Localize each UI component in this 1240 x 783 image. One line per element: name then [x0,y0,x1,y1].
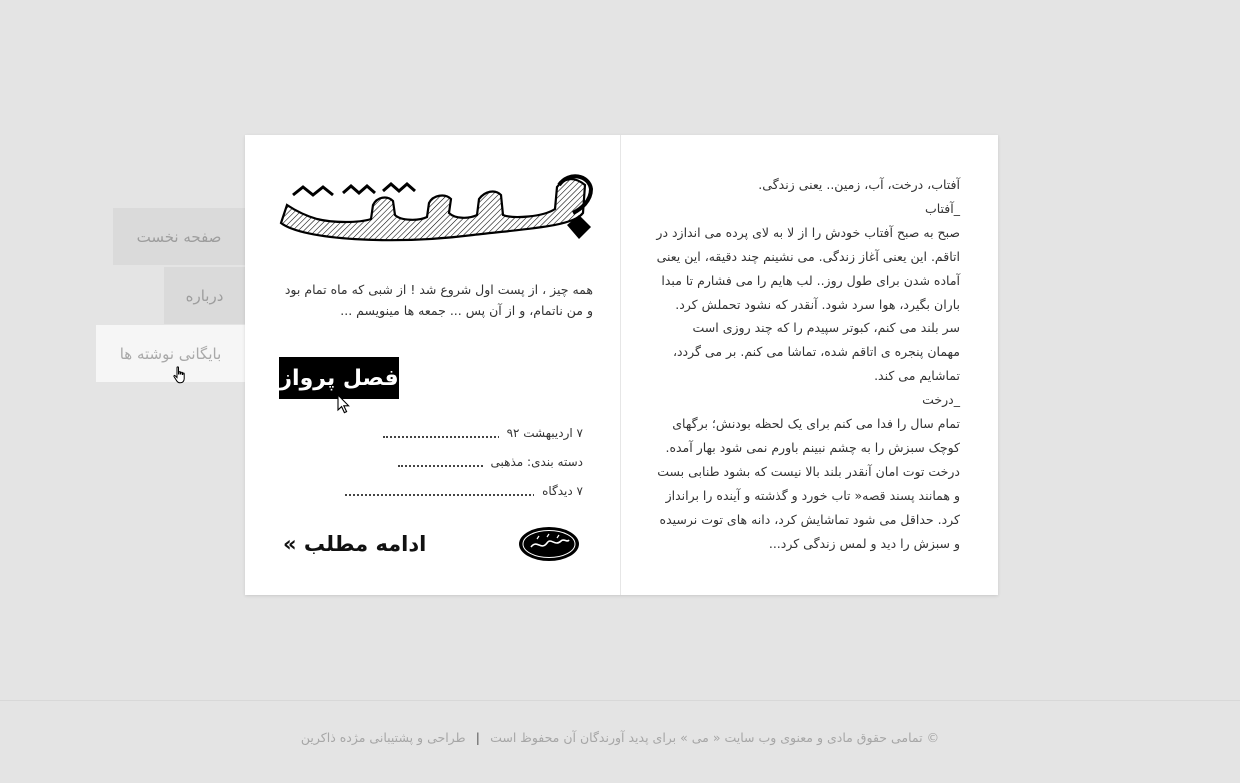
excerpt-paragraph: تمام سال را فدا می کنم برای یک لحظه بودنش؛ برگهای کوچک سبزش را به چشم نبینم باورم نمی شود بهار آمده. درخت توت امان آنقدر بلند بالا نیست که بشود طنابی بست و همانند پسند قصه« تاب خورد و گذشته و آینده را برانداز کرد. حداقل می شود تماشایش کرد، دانه های توت نرسیده و سبزش را دید و لمس زندگی کرد... [657,416,960,551]
credit-text[interactable]: طراحی و پشتیبانی مژده ذاکرین [300,730,466,745]
post-date: ۷ اردیبهشت ۹۲ [499,426,583,440]
footer-separator: | [475,730,481,745]
post-card [245,135,998,595]
blog-logo-text: جمعه‌نویسی [433,253,439,254]
nav-item-about[interactable]: درباره [164,267,245,324]
post-comments[interactable]: ۷ دیدگاه [534,484,583,498]
excerpt-paragraph: سر بلند می کنم، کبوتر سپیدم را که چند روزی است مهمان پنجره ی اتاقم شده، تماشا می کنم. بر می گردد، تماشایم می کند. [672,320,960,384]
post-category[interactable]: دسته بندی: مذهبی [483,455,583,469]
nav-item-home[interactable]: صفحه نخست [113,208,245,265]
copyright-text: © تمامی حقوق مادی و معنوی وب سایت « می » برای پدید آورندگان آن محفوظ است [490,730,940,745]
read-more-link[interactable]: ادامه مطلب » [283,532,427,556]
footer-divider [0,700,1240,701]
post-comments-row [283,484,583,504]
post-date-row [283,426,583,446]
excerpt-line: آفتاب، درخت، آب، زمین.. یعنی زندگی. [758,177,960,192]
column-divider [620,135,621,595]
arrow-cursor-icon [337,394,351,414]
hand-cursor-icon [172,366,188,384]
nav-item-archive[interactable]: بایگانی نوشته ها [96,325,245,382]
blog-logo[interactable] [273,165,595,257]
blog-intro: همه چیز ، از پست اول شروع شد ! از شبی که ماه تمام بود و من ناتمام، و از آن پس ... جمعه ها مینویسم ... [284,282,593,318]
excerpt-heading: _درخت [922,392,960,408]
post-excerpt [656,173,960,556]
excerpt-heading: _آفتاب [924,200,960,216]
author-stamp-logo [517,525,581,563]
site-footer [0,730,1240,745]
post-title[interactable]: فصل پرواز [279,357,399,399]
excerpt-paragraph: صبح به صبح آفتاب خودش را از لا به لای پرده می اندازد در اتاقم. این یعنی آغاز زندگی. می نشینم چند دقیقه، این یعنی آماده شدن برای طول روز.. لب هایم را می فشارم تا مبدا باران بگیرد، هوا سرد شود. آنقدر که نشود تحملش کرد. [656,224,960,312]
post-category-row [283,455,583,475]
